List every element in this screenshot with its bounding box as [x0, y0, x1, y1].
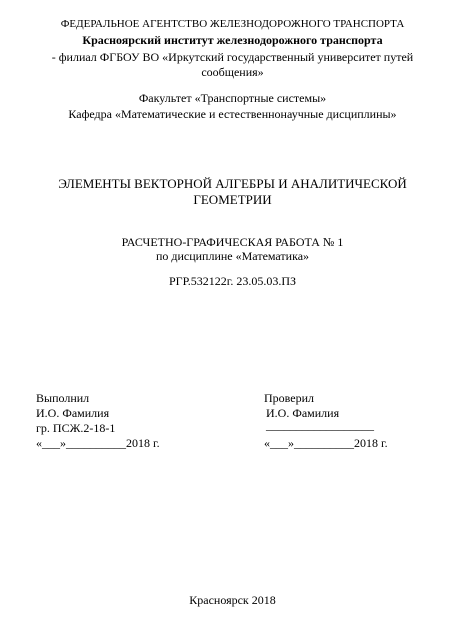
institute-name: Красноярский институт железнодорожного транспорта [82, 33, 383, 47]
work-title-line-1: ЭЛЕМЕНТЫ ВЕКТОРНОЙ АЛГЕБРЫ И АНАЛИТИЧЕСКОЙ [58, 176, 407, 191]
discipline-name: по дисциплине «Математика» [155, 249, 310, 263]
performed-date: «___»__________2018 г. [36, 436, 160, 450]
branch-name-line-2: сообщения» [201, 65, 264, 79]
student-name: И.О. Фамилия [36, 406, 110, 420]
agency-name: ФЕДЕРАЛЬНОЕ АГЕНТСТВО ЖЕЛЕЗНОДОРОЖНОГО ТРАНСПОРТА [60, 18, 405, 30]
branch-name-line-1: - филиал ФГБОУ ВО «Иркутский государственный университет путей [51, 50, 414, 64]
student-group: гр. ПСЖ.2-18-1 [36, 421, 116, 435]
city-year: Красноярск 2018 [189, 593, 276, 607]
signature-line: __________________ [266, 418, 374, 432]
performed-label: Выполнил [36, 391, 90, 405]
teacher-name: И.О. Фамилия [266, 406, 340, 420]
work-type: РАСЧЕТНО-ГРАФИЧЕСКАЯ РАБОТА № 1 [121, 235, 344, 249]
faculty-name: Факультет «Транспортные системы» [138, 91, 327, 105]
document-code: РГР.532122г. 23.05.03.ПЗ [168, 274, 297, 288]
checked-date: «___»__________2018 г. [264, 436, 388, 450]
checked-label: Проверил [264, 391, 314, 405]
work-title-line-2: ГЕОМЕТРИИ [193, 192, 272, 207]
department-name: Кафедра «Математические и естественнонаучные дисциплины» [68, 107, 397, 121]
